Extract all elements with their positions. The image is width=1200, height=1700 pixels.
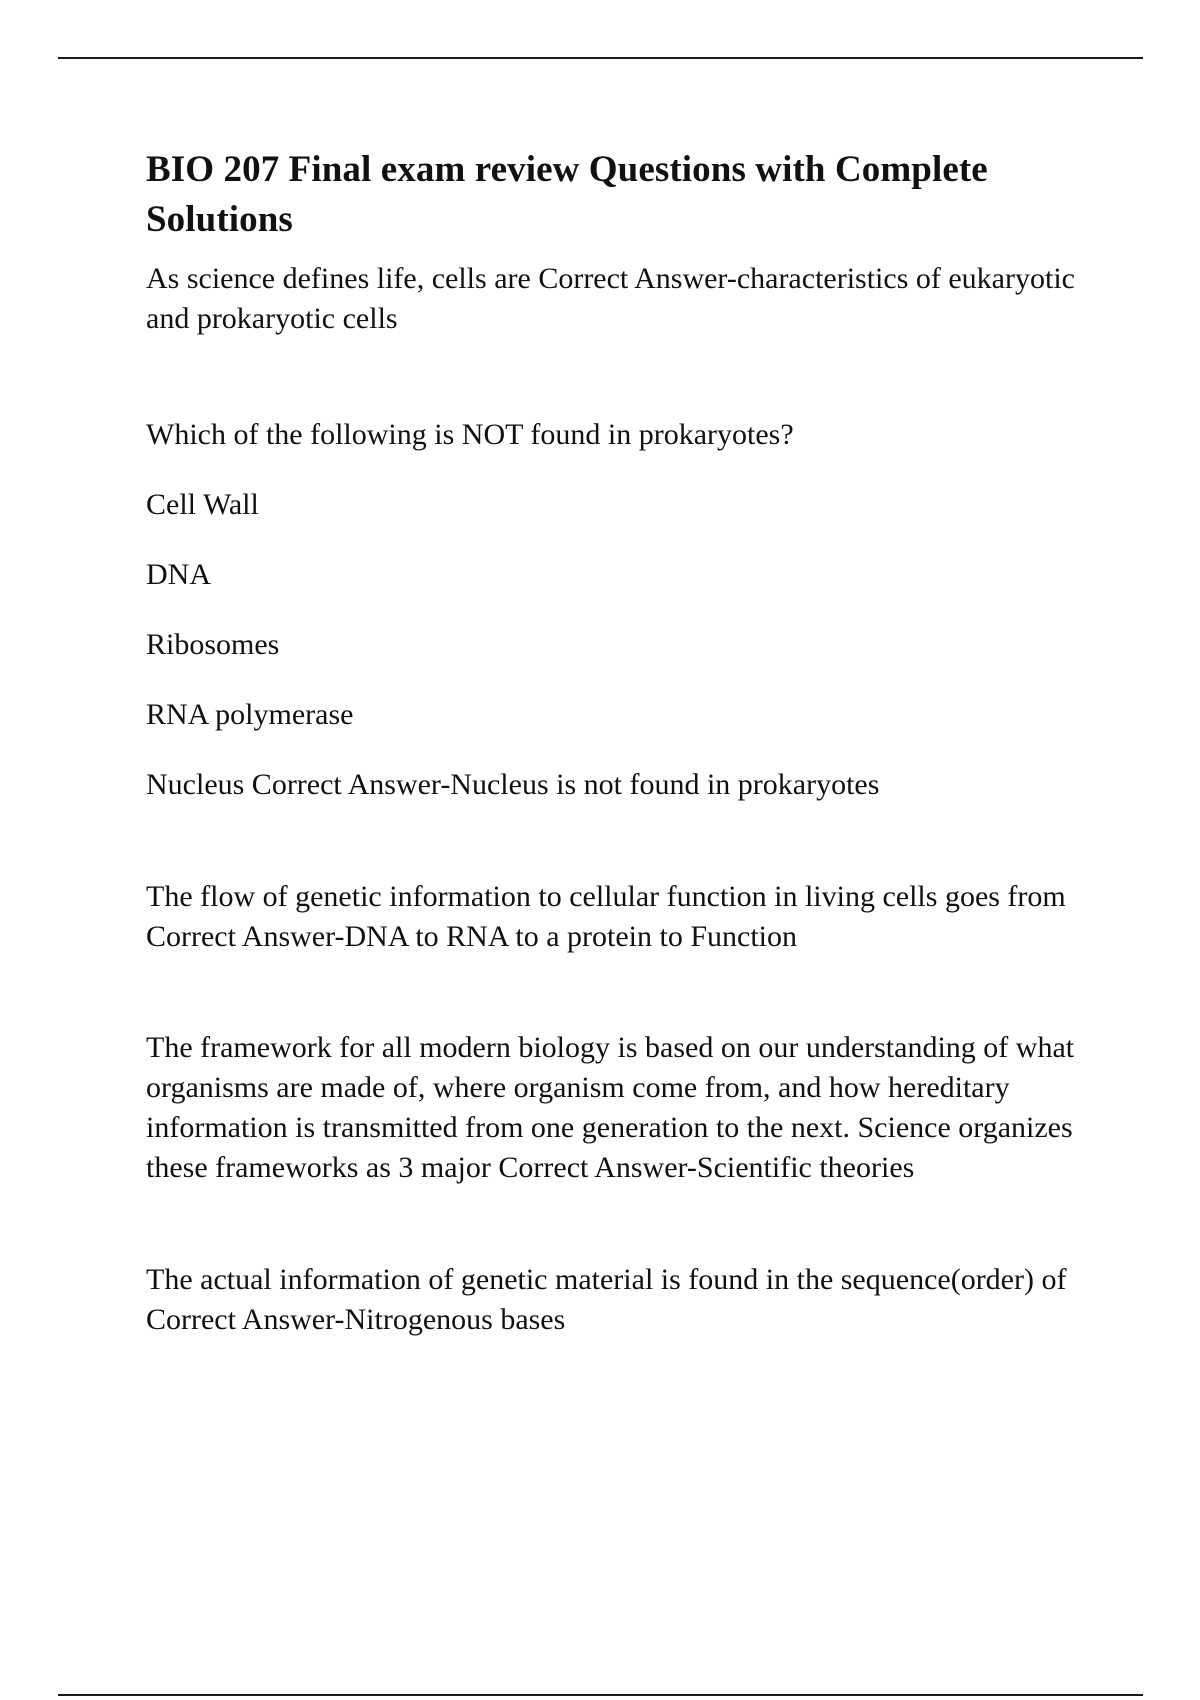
option-rna-polymerase: RNA polymerase — [146, 698, 354, 731]
bottom-rule — [58, 1694, 1143, 1696]
option-ribosomes: Ribosomes — [146, 628, 280, 661]
qa-item-3: The flow of genetic information to cellular function in living cells goes from Correct Answer-DNA to RNA to a protein to Function — [146, 880, 1066, 953]
top-rule — [58, 57, 1143, 59]
option-cell-wall: Cell Wall — [146, 488, 259, 521]
qa-item-4: The framework for all modern biology is based on our understanding of what organisms are made of, where organism come from, and how hereditary information is transmitted from one generation to the next. Science organizes these frameworks as 3 major Correct Answer-Scientific theories — [146, 1031, 1075, 1184]
option-nucleus-answer: Nucleus Correct Answer-Nucleus is not found in prokaryotes — [146, 768, 880, 801]
document-body — [146, 145, 1086, 1340]
question-text: Which of the following is NOT found in prokaryotes? — [146, 418, 794, 451]
qa-item-2 — [146, 415, 1086, 805]
option-dna: DNA — [146, 558, 211, 591]
qa-item-5: The actual information of genetic material is found in the sequence(order) of Correct Answer-Nitrogenous bases — [146, 1263, 1067, 1336]
qa-item-1: As science defines life, cells are Correct Answer-characteristics of eukaryotic and prokaryotic cells — [146, 262, 1075, 335]
document-title: BIO 207 Final exam review Questions with Complete Solutions — [146, 149, 988, 240]
